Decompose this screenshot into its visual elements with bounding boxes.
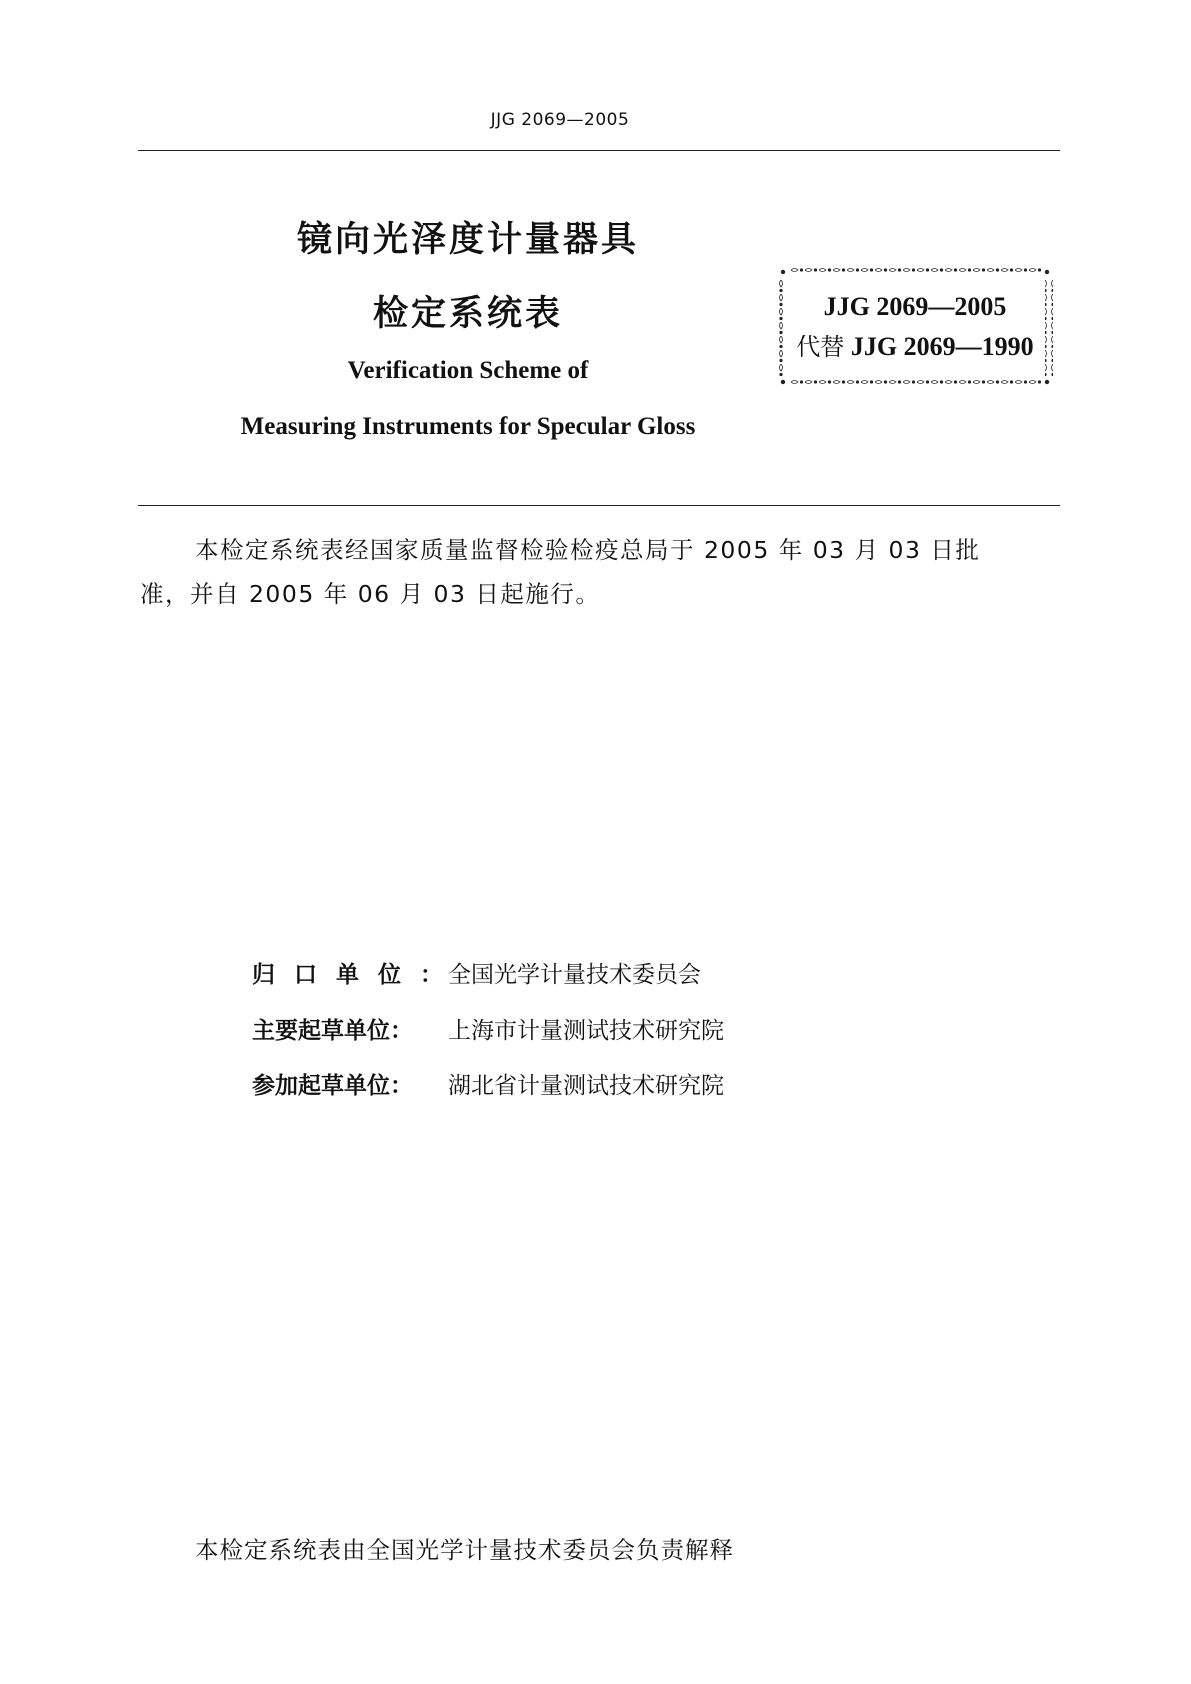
unit-value: 湖北省计量测试技术研究院: [448, 1073, 724, 1099]
unit-row-responsible: [252, 960, 701, 990]
interpretation-note: 本检定系统表由全国光学计量技术委员会负责解释: [195, 1536, 734, 1564]
title-en-line1: Verification Scheme of: [347, 357, 589, 384]
standard-code: JJG 2069—2005: [823, 292, 1007, 321]
approval-line2: 准，并自 2005 年 06 月 03 日起施行。: [140, 580, 601, 608]
unit-label: 主要起草单位：: [252, 1018, 413, 1044]
replaces-prefix: 代替: [796, 333, 845, 361]
header-rule: [138, 150, 1060, 151]
unit-label: 归口单位：: [252, 962, 462, 988]
title-en-line2: Measuring Instruments for Specular Gloss: [240, 413, 696, 440]
unit-row-main-drafter: [252, 1016, 724, 1046]
unit-label: 参加起草单位：: [252, 1073, 413, 1099]
unit-row-participating-drafter: [252, 1071, 724, 1101]
unit-value: 全国光学计量技术委员会: [448, 962, 701, 988]
title-rule: [138, 505, 1060, 506]
running-header: JJG 2069—2005: [490, 110, 630, 130]
title-cn-line2: 检定系统表: [372, 294, 563, 334]
replaces-line: [796, 327, 1033, 367]
title-cn-line1: 镜向光泽度计量器具: [296, 220, 639, 260]
replaces-code: JJG 2069—1990: [850, 332, 1034, 361]
standard-number-box: [777, 266, 1053, 388]
approval-line1: 本检定系统表经国家质量监督检验检疫总局于 2005 年 03 月 03 日批: [195, 536, 981, 564]
unit-value: 上海市计量测试技术研究院: [448, 1018, 724, 1044]
